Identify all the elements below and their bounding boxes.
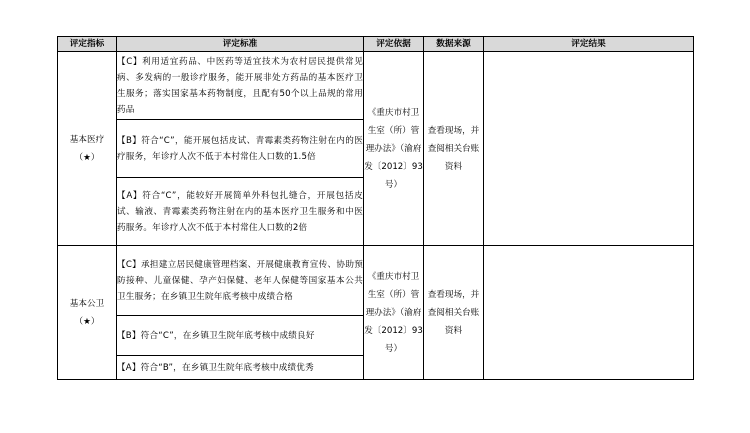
basis-cell: 《重庆市村卫生室（所）管理办法》（渝府发〔2012〕93号） bbox=[364, 246, 424, 380]
standard-cell: 【C】利用适宜药品、中医药等适宜技术为农村居民提供常见病、多发病的一般诊疗服务，能开展非处方药品的基本医疗卫生服务；落实国家基本药物制度，且配有50个以上品规的常用药品 bbox=[117, 52, 364, 120]
source-cell: 查看现场，并查阅相关台账资料 bbox=[424, 246, 484, 380]
indicator-cell bbox=[58, 52, 117, 246]
basis-cell: 《重庆市村卫生室（所）管理办法》（渝府发〔2012〕93号） bbox=[364, 52, 424, 246]
table-row bbox=[58, 246, 694, 316]
result-cell[interactable] bbox=[484, 246, 694, 380]
indicator-star: （★） bbox=[74, 316, 100, 327]
standard-cell: 【A】符合“B”，在乡镇卫生院年底考核中成绩优秀 bbox=[117, 356, 364, 380]
indicator-cell bbox=[58, 246, 117, 380]
header-standard: 评定标准 bbox=[117, 37, 364, 52]
header-result: 评定结果 bbox=[484, 37, 694, 52]
header-indicator: 评定指标 bbox=[58, 37, 117, 52]
result-cell[interactable] bbox=[484, 52, 694, 246]
evaluation-table bbox=[57, 36, 694, 380]
indicator-name: 基本公卫 bbox=[69, 298, 105, 309]
standard-cell: 【A】符合“C”，能较好开展简单外科包扎缝合，开展包括皮试、输液、青霉素类药物注射在内的基本医疗卫生服务和中医药服务。年诊疗人次不低于本村常住人口数的2倍 bbox=[117, 178, 364, 246]
header-row bbox=[58, 37, 694, 52]
header-source: 数据来源 bbox=[424, 37, 484, 52]
standard-cell: 【C】承担建立居民健康管理档案、开展健康教育宣传、协助预防接种、儿童保健、孕产妇保健、老年人保健等国家基本公共卫生服务；在乡镇卫生院年底考核中成绩合格 bbox=[117, 246, 364, 316]
header-basis: 评定依据 bbox=[364, 37, 424, 52]
table-row bbox=[58, 52, 694, 120]
standard-cell: 【B】符合“C”，在乡镇卫生院年底考核中成绩良好 bbox=[117, 316, 364, 356]
indicator-star: （★） bbox=[74, 152, 100, 163]
source-cell: 查看现场，并查阅相关台账资料 bbox=[424, 52, 484, 246]
indicator-name: 基本医疗 bbox=[69, 134, 105, 145]
standard-cell: 【B】符合“C”，能开展包括皮试、青霉素类药物注射在内的医疗服务，年诊疗人次不低于本村常住人口数的1.5倍 bbox=[117, 120, 364, 178]
